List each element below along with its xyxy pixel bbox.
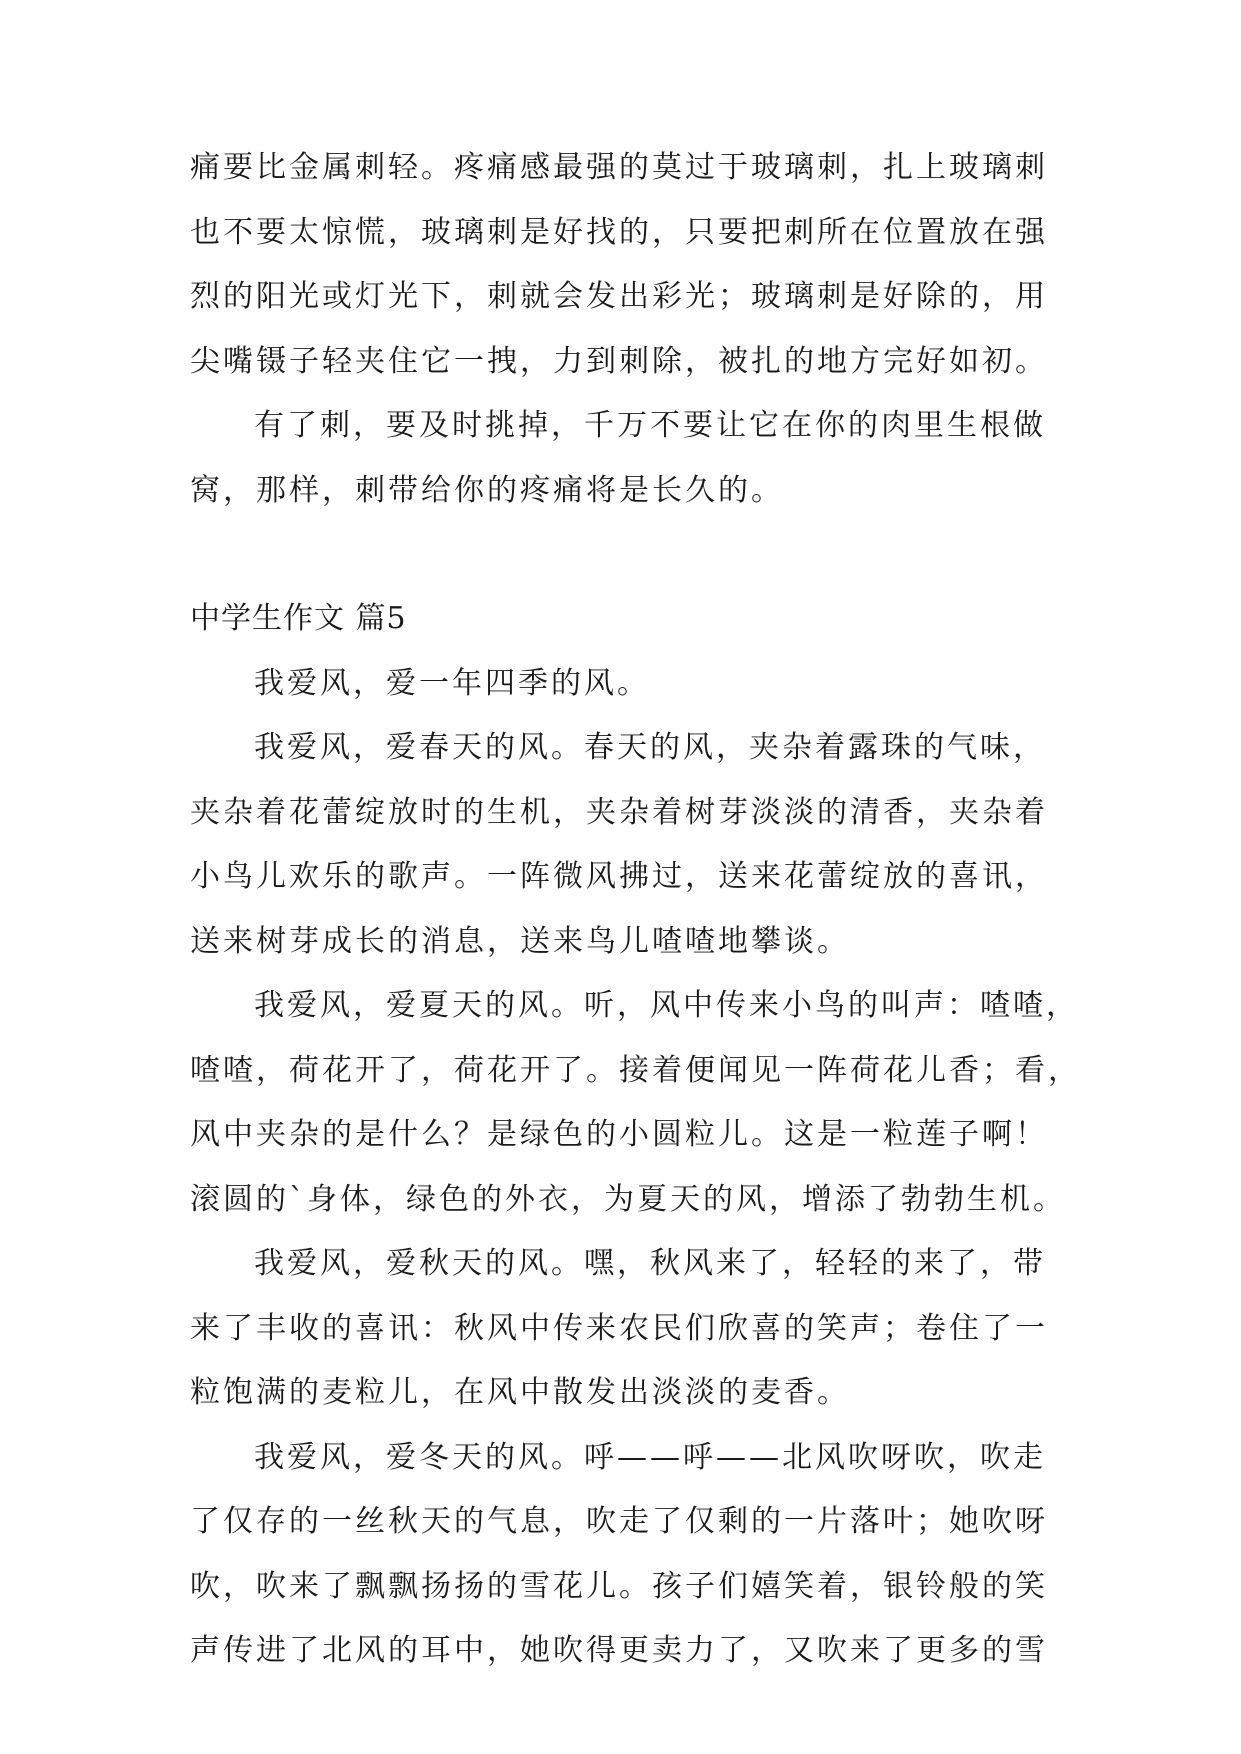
- text-line: 我爱风，爱一年四季的风。: [254, 665, 650, 701]
- text-line: 风中夹杂的是什么？是绿色的小圆粒儿。这是一粒莲子啊！: [190, 1117, 1048, 1152]
- paragraph: [190, 1426, 1070, 1684]
- text-line: 我爱风，爱冬天的风。呼——呼——北风吹呀吹，吹走: [254, 1439, 1046, 1475]
- text-line: 声传进了北风的耳中，她吹得更卖力了，又吹来了更多的雪: [190, 1633, 1048, 1668]
- text-line: 我爱风，爱秋天的风。嘿，秋风来了，轻轻的来了，带: [254, 1246, 1046, 1281]
- text-line: 我爱风，爱夏天的风。听，风中传来小鸟的叫声：喳喳，: [254, 988, 1079, 1023]
- text-line: 夹杂着花蕾绽放时的生机，夹杂着树芽淡淡的清香，夹杂着: [190, 794, 1048, 830]
- section-spacer: [190, 523, 1070, 587]
- text-line: 也不要太惊慌，玻璃刺是好找的，只要把刺所在位置放在强: [190, 214, 1048, 250]
- paragraph: [190, 136, 1070, 394]
- text-line: 痛要比金属刺轻。疼痛感最强的莫过于玻璃刺，扎上玻璃刺: [190, 150, 1048, 185]
- text-line: 滚圆的`身体，绿色的外衣，为夏天的风，增添了勃勃生机。: [190, 1181, 1066, 1217]
- text-line: 送来树芽成长的消息，送来鸟儿喳喳地攀谈。: [190, 923, 850, 959]
- text-line: 喳喳，荷花开了，荷花开了。接着便闻见一阵荷花儿香；看，: [190, 1052, 1081, 1088]
- text-line: 来了丰收的喜讯：秋风中传来农民们欣喜的笑声；卷住了一: [190, 1310, 1048, 1346]
- paragraph: [190, 974, 1081, 1232]
- text-line: 粒饱满的麦粒儿，在风中散发出淡淡的麦香。: [190, 1375, 850, 1410]
- document-body: [190, 136, 1081, 1684]
- paragraph: [190, 652, 1070, 717]
- section-heading: 中学生作文 篇5: [190, 601, 407, 636]
- text-line: 窝，那样，刺带给你的疼痛将是长久的。: [190, 472, 784, 508]
- text-line: 有了刺，要及时挑掉，千万不要让它在你的肉里生根做: [254, 408, 1046, 443]
- text-line: 小鸟儿欢乐的歌声。一阵微风拂过，送来花蕾绽放的喜讯，: [190, 859, 1048, 894]
- paragraph: [190, 1232, 1070, 1426]
- text-line: 了仅存的一丝秋天的气息，吹走了仅剩的一片落叶；她吹呀: [190, 1504, 1048, 1539]
- text-line: 尖嘴镊子轻夹住它一拽，力到刺除，被扎的地方完好如初。: [190, 343, 1048, 379]
- paragraph: [190, 394, 1070, 523]
- text-line: 我爱风，爱春天的风。春天的风，夹杂着露珠的气味，: [254, 730, 1046, 765]
- text-line: 吹，吹来了飘飘扬扬的雪花儿。孩子们嬉笑着，银铃般的笑: [190, 1568, 1048, 1604]
- text-line: 烈的阳光或灯光下，刺就会发出彩光；玻璃刺是好除的，用: [190, 279, 1048, 314]
- paragraph: [190, 716, 1070, 974]
